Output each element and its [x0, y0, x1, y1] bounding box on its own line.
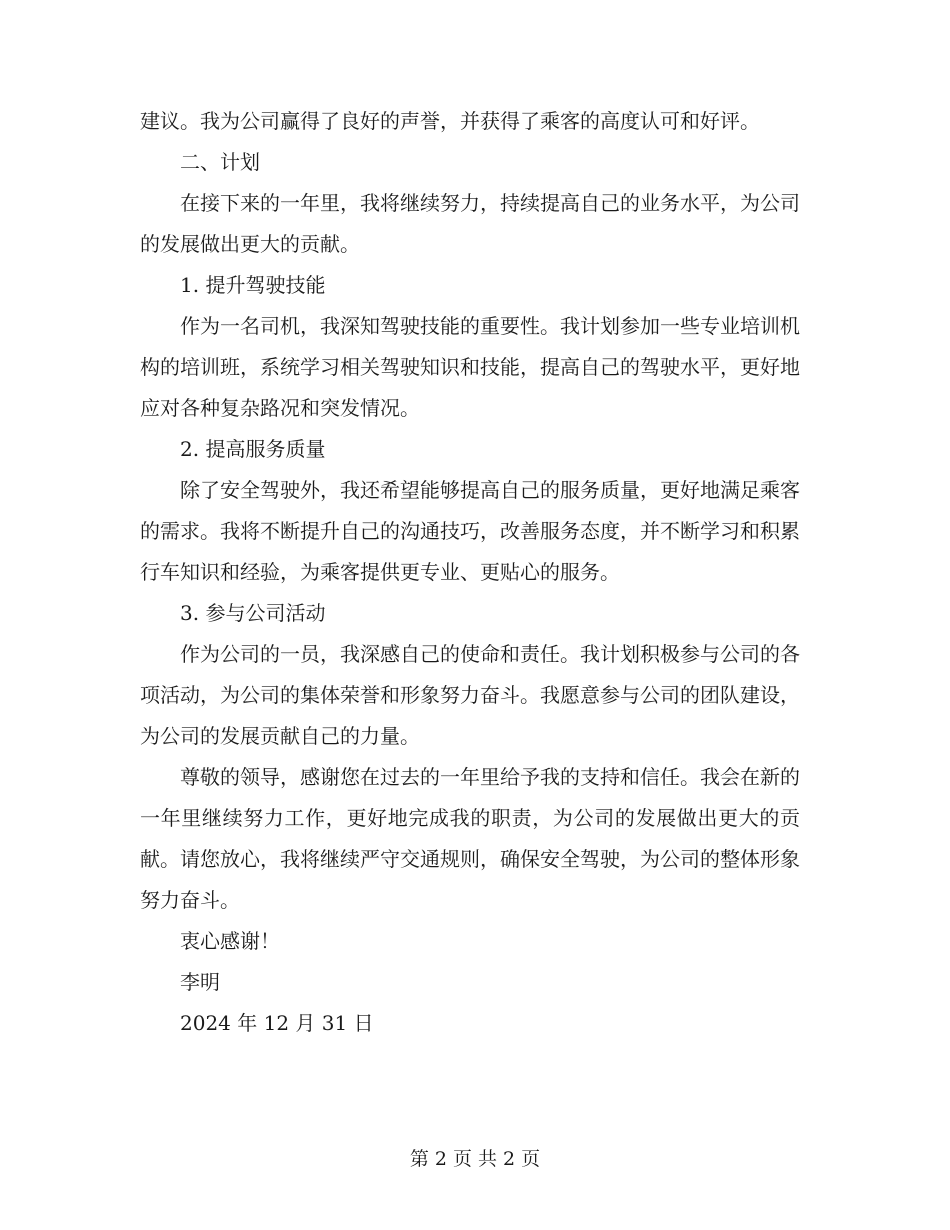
- signature-date: 2024 年 12 月 31 日: [180, 1011, 374, 1035]
- paragraph-company-activities: 作为公司的一员，我深感自己的使命和责任。我计划积极参与公司的各项活动，为公司的集体荣誉和形象努力奋斗。我愿意参与公司的团队建设，为公司的发展贡献自己的力量。: [140, 642, 800, 748]
- closing-thanks: 衷心感谢！: [180, 929, 280, 953]
- signature-name: 李明: [180, 970, 220, 994]
- subheading-company-activities: 3. 参与公司活动: [180, 601, 326, 625]
- paragraph-driving-skills: 作为一名司机，我深知驾驶技能的重要性。我计划参加一些专业培训机构的培训班，系统学习相关驾驶知识和技能，提高自己的驾驶水平，更好地应对各种复杂路况和突发情况。: [140, 314, 800, 420]
- page-number-footer: 第 2 页 共 2 页: [409, 1148, 541, 1170]
- subheading-driving-skills: 1. 提升驾驶技能: [180, 273, 326, 297]
- section-heading-plan: 二、计划: [180, 150, 260, 174]
- document-body: [140, 101, 800, 1044]
- paragraph-plan-intro: 在接下来的一年里，我将继续努力，持续提高自己的业务水平，为公司的发展做出更大的贡献。: [140, 191, 800, 256]
- paragraph-service-quality: 除了安全驾驶外，我还希望能够提高自己的服务质量，更好地满足乘客的需求。我将不断提升自己的沟通技巧，改善服务态度，并不断学习和积累行车知识和经验，为乘客提供更专业、更贴心的服务。: [140, 478, 800, 584]
- subheading-service-quality: 2. 提高服务质量: [180, 437, 326, 461]
- paragraph-closing: 尊敬的领导，感谢您在过去的一年里给予我的支持和信任。我会在新的一年里继续努力工作，更好地完成我的职责，为公司的发展做出更大的贡献。请您放心，我将继续严守交通规则，确保安全驾驶，为公司的整体形象努力奋斗。: [140, 765, 800, 912]
- paragraph-continuation: 建议。我为公司赢得了良好的声誉，并获得了乘客的高度认可和好评。: [140, 109, 760, 133]
